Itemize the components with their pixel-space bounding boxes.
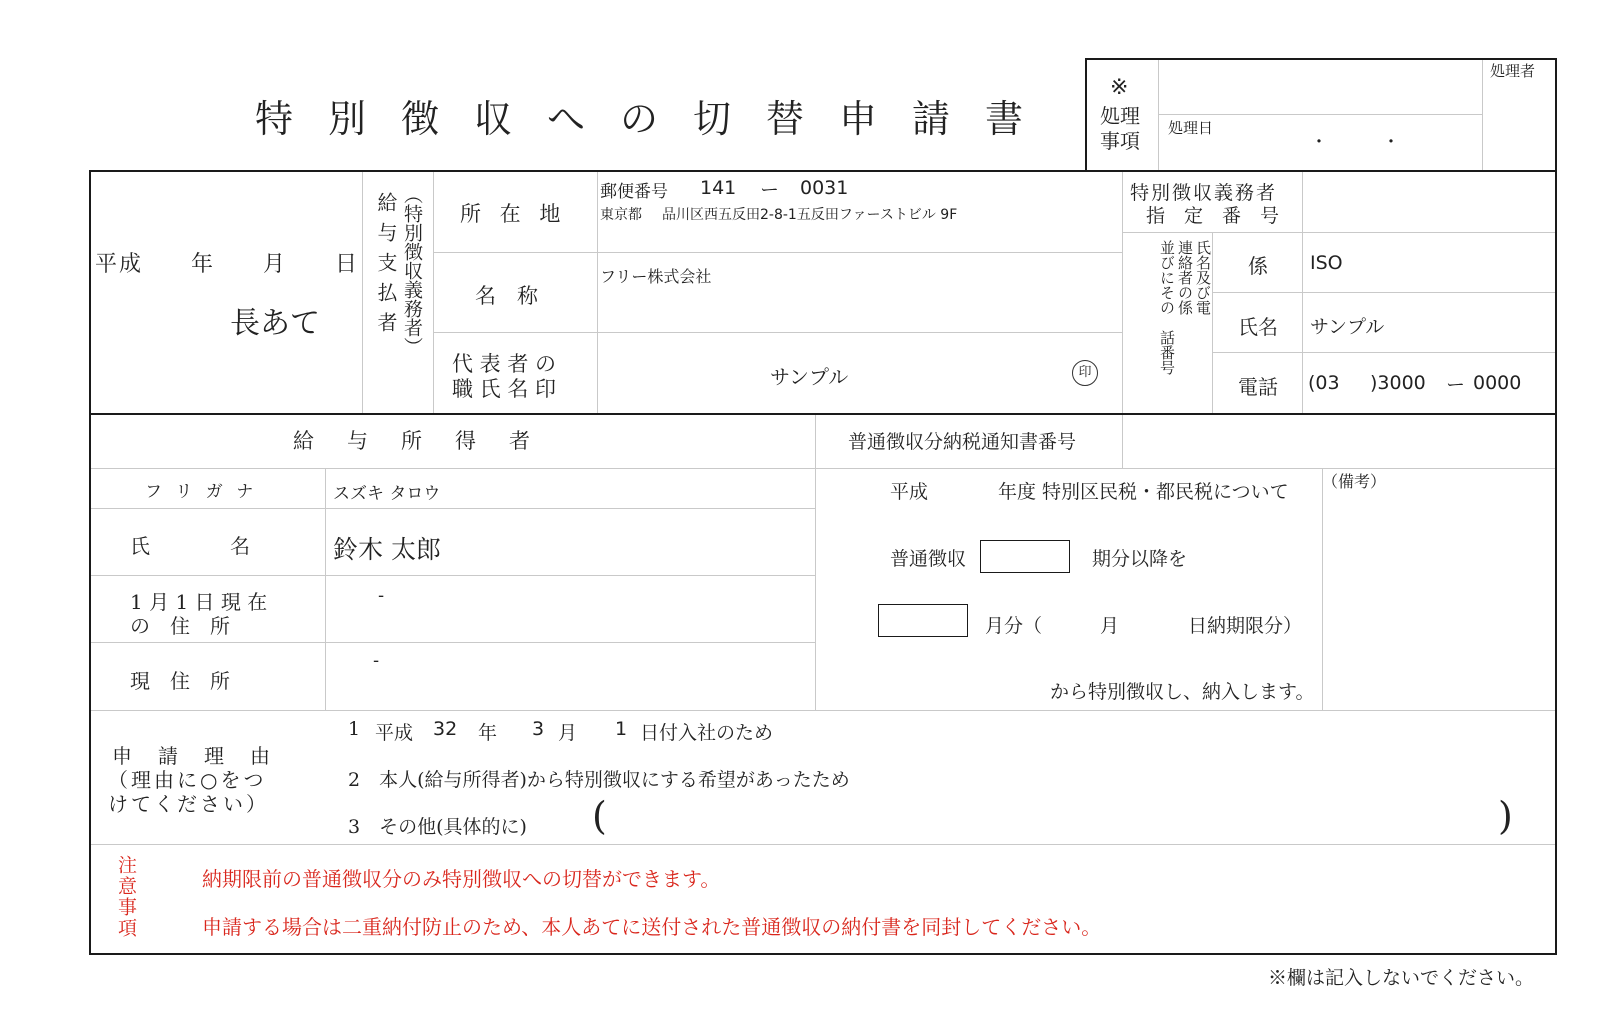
reason-item1-year: 32 [433, 718, 458, 740]
processing-handler-label: 処理者 [1490, 62, 1536, 80]
representative-label-2: 職 氏 名 印 [452, 377, 557, 401]
jan1-address-label-1: 1 月 1 日 現 在 [130, 590, 268, 614]
remarks-label: （備考） [1322, 472, 1387, 491]
contact-vertical-1: 連絡者の係 [1176, 240, 1194, 315]
company-name-label: 名 称 [475, 284, 538, 308]
designation-label-1: 特別徴収義務者 [1130, 182, 1278, 204]
phone-dash: ー [1446, 374, 1466, 396]
reason-item1-gatsu: 月 [558, 722, 578, 744]
location-label: 所 在 地 [460, 202, 567, 226]
processing-date-dots: ・ ・ [1310, 132, 1400, 153]
reason-item1-no: 1 [348, 718, 361, 740]
employee-section-label: 給 与 所 得 者 [293, 429, 536, 453]
notes-label: 注意事項 [115, 855, 137, 939]
furigana-value: スズキ タロウ [333, 484, 441, 504]
reason-item1-nen: 年 [478, 722, 498, 744]
processing-date-label: 処理日 [1168, 119, 1214, 137]
switch-tsuki: 月 [1100, 615, 1120, 637]
period-input-box[interactable] [980, 540, 1070, 573]
payer-vertical-label-paren: （特別徴収義務者） [401, 185, 423, 356]
note-line-2: 申請する場合は二重納付防止のため、本人あてに送付された普通徴収の納付書を同封してください。 [202, 915, 1102, 939]
person-value: サンプル [1310, 316, 1385, 338]
switch-era: 平成 [890, 481, 929, 503]
designation-label-2: 指 定 番 号 [1146, 205, 1280, 227]
postal-dash: ー [760, 179, 780, 201]
postal-label: 郵便番号 [600, 182, 668, 202]
reason-label-1: 申 請 理 由 [112, 744, 273, 768]
reason-item2: 2 本人(給与所得者)から特別徴収にする希望があったため [348, 769, 850, 791]
note-line-1: 納期限前の普通徴収分のみ特別徴収への切替ができます。 [202, 867, 721, 891]
reason-label-3: けてください） [108, 792, 269, 816]
reason-item1-month: 3 [532, 718, 545, 740]
dept-label: 係 [1248, 254, 1268, 278]
jan1-address-label-2: の 住 所 [130, 614, 230, 638]
current-address-value: - [373, 651, 380, 671]
reason-bracket-close: ) [1498, 794, 1513, 838]
contact-vertical-3: 氏名及び電 [1194, 240, 1212, 315]
reason-item1-day: 1 [615, 718, 628, 740]
jan1-address-value: - [378, 586, 385, 606]
reason-item1-rest: 日付入社のため [640, 722, 774, 744]
switch-month-label: 月分（ [985, 615, 1043, 637]
switch-ordinary-label: 普通徴収 [890, 548, 967, 570]
addressee-date-line: 平成 年 月 日 [95, 252, 360, 277]
reason-item1-era: 平成 [375, 722, 414, 744]
reason-label-2: （理由に○をつ [108, 768, 267, 792]
person-label: 氏名 [1238, 315, 1278, 339]
employee-name-label: 氏 名 [130, 534, 250, 558]
representative-label-1: 代 表 者 の [452, 352, 557, 376]
switch-period-suffix: 期分以降を [1092, 548, 1188, 570]
processing-mark: ※ [1110, 75, 1129, 100]
form-title: 特別徴収への切替申請書 [255, 97, 1059, 141]
employee-name-value: 鈴木 太郎 [333, 535, 441, 564]
month-input-box[interactable] [878, 604, 968, 637]
company-name-value: フリー株式会社 [600, 267, 712, 286]
current-address-label: 現 住 所 [130, 669, 230, 693]
representative-value: サンプル [770, 365, 849, 389]
notice-number-label-text: 普通徴収分納税通知書番号 [848, 431, 1077, 453]
phone-area: (03 [1308, 372, 1340, 394]
phone-label: 電話 [1238, 375, 1278, 399]
footer-note: ※欄は記入しないでください。 [1268, 967, 1535, 989]
processing-label-1: 処理 [1100, 104, 1140, 128]
processing-label-2: 事項 [1100, 129, 1140, 153]
switch-deadline: 日納期限分） [1188, 615, 1303, 637]
address-pref: 東京都 [600, 207, 642, 223]
reason-bracket-open: ( [592, 794, 607, 838]
phone-mid: )3000 [1370, 372, 1426, 394]
furigana-label: フ リ ガ ナ [145, 482, 258, 502]
phone-last: 0000 [1473, 372, 1522, 394]
dept-value: ISO [1310, 252, 1343, 274]
contact-vertical-2: 並びにその [1158, 240, 1176, 315]
payer-vertical-label: 給与支払者 [374, 192, 398, 342]
contact-vertical-4: 話番号 [1158, 330, 1176, 375]
address-rest: 品川区西五反田2-8-1五反田ファーストビル 9F [662, 207, 958, 223]
reason-item3: 3 その他(具体的に) [348, 816, 527, 838]
postal-first: 141 [700, 177, 737, 199]
seal-mark: 印 [1072, 360, 1098, 386]
switch-closing: から特別徴収し、納入します。 [1050, 681, 1315, 703]
addressee-suffix: 長あて [230, 306, 320, 341]
postal-second: 0031 [800, 177, 849, 199]
switch-year-text: 年度 特別区民税・都民税について [998, 481, 1289, 503]
